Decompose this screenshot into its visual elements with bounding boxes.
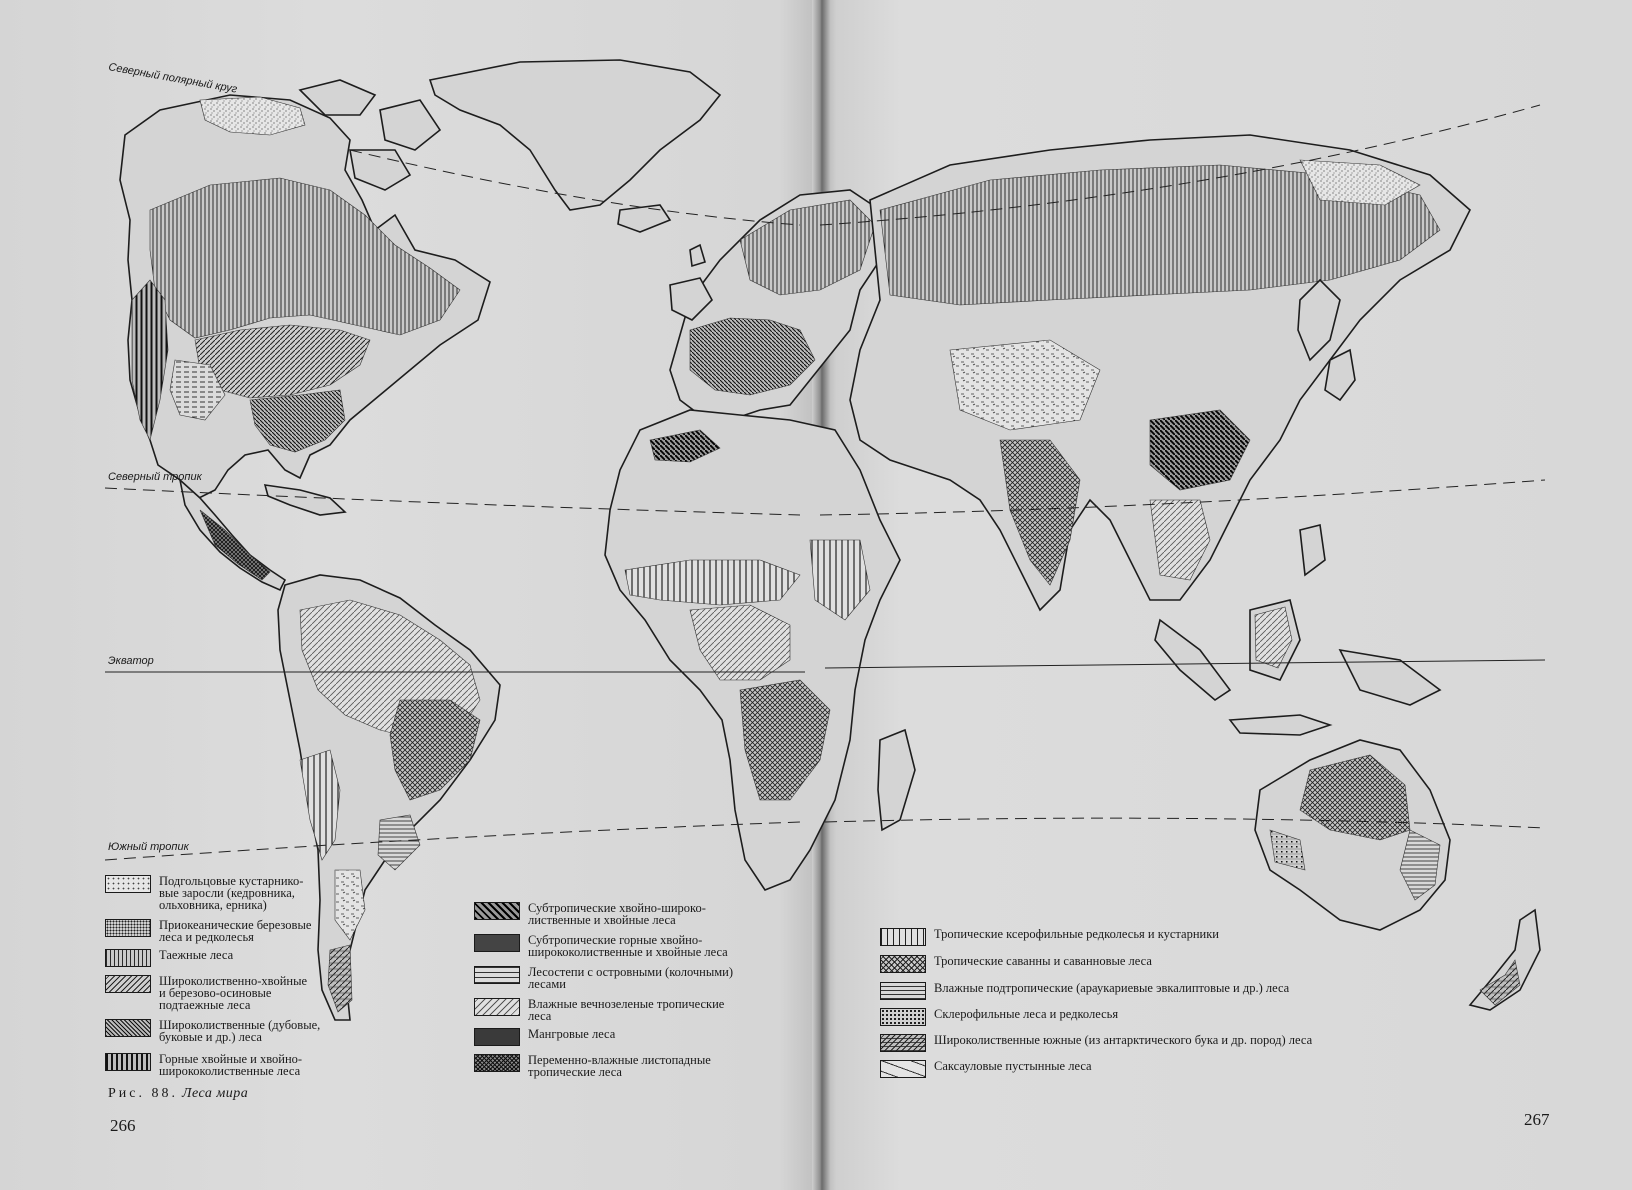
legend-swatch bbox=[105, 1053, 151, 1071]
legend-swatch bbox=[880, 1008, 926, 1026]
legend-swatch bbox=[105, 875, 151, 893]
page-number-right: 267 bbox=[1524, 1110, 1550, 1129]
south-america bbox=[278, 575, 500, 1020]
legend-swatch bbox=[880, 955, 926, 973]
legend-swatch bbox=[105, 919, 151, 937]
legend-item bbox=[105, 949, 233, 967]
legend-label: Приокеанические березовые леса и редколесья bbox=[159, 918, 312, 944]
legend-label: Влажные вечнозеленые тропические леса bbox=[528, 997, 725, 1023]
legend-swatch bbox=[880, 1034, 926, 1052]
figure-title: Леса мира bbox=[182, 1086, 249, 1101]
legend-swatch bbox=[105, 1019, 151, 1037]
figure-number: Рис. 88. bbox=[108, 1086, 178, 1101]
legend-item bbox=[474, 934, 728, 958]
legend-swatch bbox=[474, 966, 520, 984]
legend-swatch bbox=[474, 934, 520, 952]
legend-item bbox=[105, 875, 303, 911]
legend-item bbox=[880, 955, 1152, 973]
legend-label: Мангровые леса bbox=[528, 1027, 616, 1041]
legend-label: Горные хвойные и хвойно- ширококолиственные леса bbox=[159, 1052, 303, 1078]
legend-swatch bbox=[474, 998, 520, 1016]
equator-label: Экватор bbox=[108, 655, 154, 667]
tropic-of-capricorn-label: Южный тропик bbox=[108, 841, 189, 853]
legend-item bbox=[474, 1028, 615, 1046]
legend-label: Подгольцовые кустарнико- вые заросли (кедровника, ольховника, ерника) bbox=[159, 874, 304, 912]
legend-item bbox=[474, 998, 724, 1022]
legend-label: Широколиственные (дубовые, буковые и др.) леса bbox=[159, 1018, 321, 1044]
legend-label: Влажные подтропические (араукариевые эвкалиптовые и др.) леса bbox=[934, 981, 1290, 995]
legend-item bbox=[474, 1054, 711, 1078]
legend-label: Тропические ксерофильные редколесья и кустарники bbox=[934, 927, 1219, 941]
legend-label: Тропические саванны и саванновые леса bbox=[934, 954, 1152, 968]
africa bbox=[605, 410, 915, 890]
legend-label: Таежные леса bbox=[159, 948, 234, 962]
europe bbox=[670, 190, 880, 420]
legend-swatch bbox=[474, 902, 520, 920]
north-america bbox=[120, 95, 490, 500]
legend-swatch bbox=[474, 1028, 520, 1046]
legend-label: Субтропические горные хвойно- ширококолиственные и хвойные леса bbox=[528, 933, 728, 959]
legend-swatch bbox=[880, 928, 926, 946]
legend-item bbox=[105, 1053, 302, 1077]
legend-swatch bbox=[880, 982, 926, 1000]
legend-swatch bbox=[105, 975, 151, 993]
central-america bbox=[180, 480, 345, 590]
legend-item bbox=[880, 1060, 1092, 1078]
legend-item bbox=[105, 1019, 320, 1043]
page-number-left: 266 bbox=[110, 1116, 136, 1135]
tropic-of-cancer-label: Северный тропик bbox=[108, 471, 202, 483]
legend-item bbox=[105, 919, 311, 943]
legend-label: Лесостепи с островными (колочными) лесами bbox=[528, 965, 734, 991]
legend-label: Склерофильные леса и редколесья bbox=[934, 1007, 1119, 1021]
legend-swatch bbox=[105, 949, 151, 967]
legend-label: Широколиственные южные (из антарктического бука и др. пород) леса bbox=[934, 1033, 1313, 1047]
legend-label: Субтропические хвойно-широко- лиственные и хвойные леса bbox=[528, 901, 706, 927]
legend-label: Саксауловые пустынные леса bbox=[934, 1059, 1092, 1073]
legend-item bbox=[880, 982, 1289, 1000]
legend-item bbox=[474, 966, 733, 990]
legend-label: Широколиственно-хвойные и березово-осиновые подтаежные леса bbox=[159, 974, 308, 1012]
legend-item bbox=[105, 975, 307, 1011]
legend-item bbox=[880, 1034, 1312, 1052]
legend-swatch bbox=[474, 1054, 520, 1072]
asia bbox=[850, 135, 1470, 610]
legend-swatch bbox=[880, 1060, 926, 1078]
legend-item bbox=[474, 902, 706, 926]
australia bbox=[1255, 740, 1540, 1010]
legend-item bbox=[880, 928, 1219, 946]
legend-item bbox=[880, 1008, 1118, 1026]
figure-caption bbox=[108, 1086, 248, 1102]
arctic-circle-label: Северный полярный круг bbox=[107, 61, 239, 96]
legend-label: Переменно-влажные листопадные тропические леса bbox=[528, 1053, 711, 1079]
